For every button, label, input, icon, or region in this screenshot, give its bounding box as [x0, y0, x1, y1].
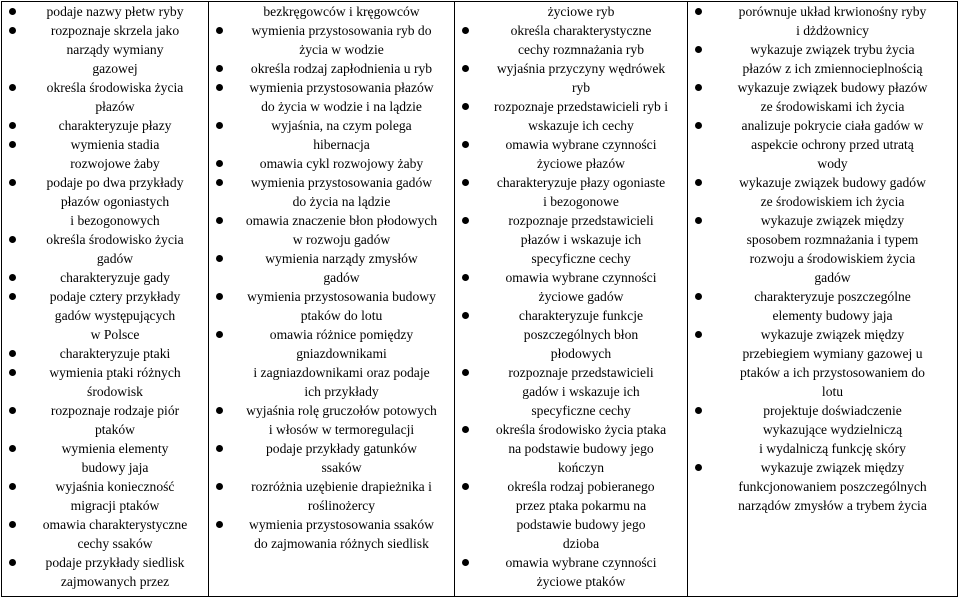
- list-item: rozpoznaje przedstawicieli płazów i wskazuje ich specyficzne cechy: [461, 211, 683, 268]
- list-item: podaje po dwa przykłady płazów ogoniastych i bezogonowych: [8, 173, 204, 230]
- list-item: podaje cztery przykłady gadów występujących w Polsce: [8, 287, 204, 344]
- list-item: rozróżnia uzębienie drapieżnika i roślinożercy: [215, 477, 450, 515]
- list-item: wymienia przystosowania ryb do życia w wodzie: [215, 21, 450, 59]
- list-item: rozpoznaje rodzaje piór ptaków: [8, 401, 204, 439]
- column-2: [208, 2, 454, 596]
- list-item: wyjaśnia, na czym polega hibernacja: [215, 116, 450, 154]
- list-item: określa środowisko życia gadów: [8, 230, 204, 268]
- list-item: omawia charakterystyczne cechy ssaków: [8, 515, 204, 553]
- list-item: określa środowiska życia płazów: [8, 78, 204, 116]
- list-item: podaje przykłady siedlisk zajmowanych przez: [8, 553, 204, 591]
- list-item-continuation: bezkręgowców i kręgowców: [263, 4, 420, 19]
- list-item-continuation: życiowe ryb: [547, 4, 615, 19]
- list-item: określa rodzaj zapłodnienia u ryb: [215, 59, 450, 78]
- list-item: charakteryzuje gady: [8, 268, 204, 287]
- list-item: porównuje układ krwionośny ryby i dżdżownicy: [694, 2, 953, 40]
- list-item: wymienia stadia rozwojowe żaby: [8, 135, 204, 173]
- column-2-list: [215, 2, 450, 553]
- list-item: wymienia przystosowania płazów do życia w wodzie i na lądzie: [215, 78, 450, 116]
- column-3-list: [461, 2, 683, 591]
- list-item: podaje nazwy płetw ryby: [8, 2, 204, 21]
- list-item: charakteryzuje płazy: [8, 116, 204, 135]
- column-1-list: [8, 2, 204, 591]
- list-item: wymienia przystosowania budowy ptaków do lotu: [215, 287, 450, 325]
- list-item: wyjaśnia rolę gruczołów potowych i włosów w termoregulacji: [215, 401, 450, 439]
- list-item: omawia znaczenie błon płodowych w rozwoju gadów: [215, 211, 450, 249]
- list-item: wymienia narządy zmysłów gadów: [215, 249, 450, 287]
- list-item: określa środowisko życia ptaka na podstawie budowy jego kończyn: [461, 420, 683, 477]
- list-item: wymienia przystosowania gadów do życia na lądzie: [215, 173, 450, 211]
- list-item: rozpoznaje przedstawicieli gadów i wskazuje ich specyficzne cechy: [461, 363, 683, 420]
- list-item: wykazuje związek budowy płazów ze środowiskami ich życia: [694, 78, 953, 116]
- list-item: charakteryzuje poszczególne elementy budowy jaja: [694, 287, 953, 325]
- list-item: podaje przykłady gatunków ssaków: [215, 439, 450, 477]
- list-item: omawia wybrane czynności życiowe płazów: [461, 135, 683, 173]
- list-item: rozpoznaje skrzela jako narządy wymiany gazowej: [8, 21, 204, 78]
- list-item: projektuje doświadczenie wykazujące wydzielniczą i wydalniczą funkcję skóry: [694, 401, 953, 458]
- list-item: wyjaśnia przyczyny wędrówek ryb: [461, 59, 683, 97]
- list-item: omawia wybrane czynności życiowe ptaków: [461, 553, 683, 591]
- list-item: wymienia elementy budowy jaja: [8, 439, 204, 477]
- list-item: wykazuje związek między sposobem rozmnażania i typem rozwoju a środowiskiem życia gadów: [694, 211, 953, 287]
- list-item: wymienia przystosowania ssaków do zajmowania różnych siedlisk: [215, 515, 450, 553]
- list-item: wykazuje związek między przebiegiem wymiany gazowej u ptaków a ich przystosowaniem do lotu: [694, 325, 953, 401]
- list-item: rozpoznaje przedstawicieli ryb i wskazuje ich cechy: [461, 97, 683, 135]
- column-4-list: [694, 2, 953, 515]
- list-item: charakteryzuje funkcje poszczególnych błon płodowych: [461, 306, 683, 363]
- list-item: charakteryzuje płazy ogoniaste i bezogonowe: [461, 173, 683, 211]
- list-item: wymienia ptaki różnych środowisk: [8, 363, 204, 401]
- list-item: wyjaśnia konieczność migracji ptaków: [8, 477, 204, 515]
- list-item: charakteryzuje ptaki: [8, 344, 204, 363]
- list-item: analizuje pokrycie ciała gadów w aspekcie ochrony przed utratą wody: [694, 116, 953, 173]
- list-item: omawia wybrane czynności życiowe gadów: [461, 268, 683, 306]
- list-item: wykazuje związek między funkcjonowaniem poszczególnych narządów zmysłów a trybem życia: [694, 458, 953, 515]
- list-item: określa charakterystyczne cechy rozmnażania ryb: [461, 21, 683, 59]
- requirements-table: [1, 1, 958, 597]
- list-item: wykazuje związek budowy gadów ze środowiskiem ich życia: [694, 173, 953, 211]
- column-1: [2, 2, 208, 596]
- list-item: wykazuje związek trybu życia płazów z ich zmiennocieplnością: [694, 40, 953, 78]
- list-item: omawia różnice pomiędzy gniazdownikami i zagniazdownikami oraz podaje ich przykłady: [215, 325, 450, 401]
- column-3: [454, 2, 687, 596]
- column-4: [687, 2, 957, 596]
- list-item: określa rodzaj pobieranego przez ptaka pokarmu na podstawie budowy jego dzioba: [461, 477, 683, 553]
- list-item: omawia cykl rozwojowy żaby: [215, 154, 450, 173]
